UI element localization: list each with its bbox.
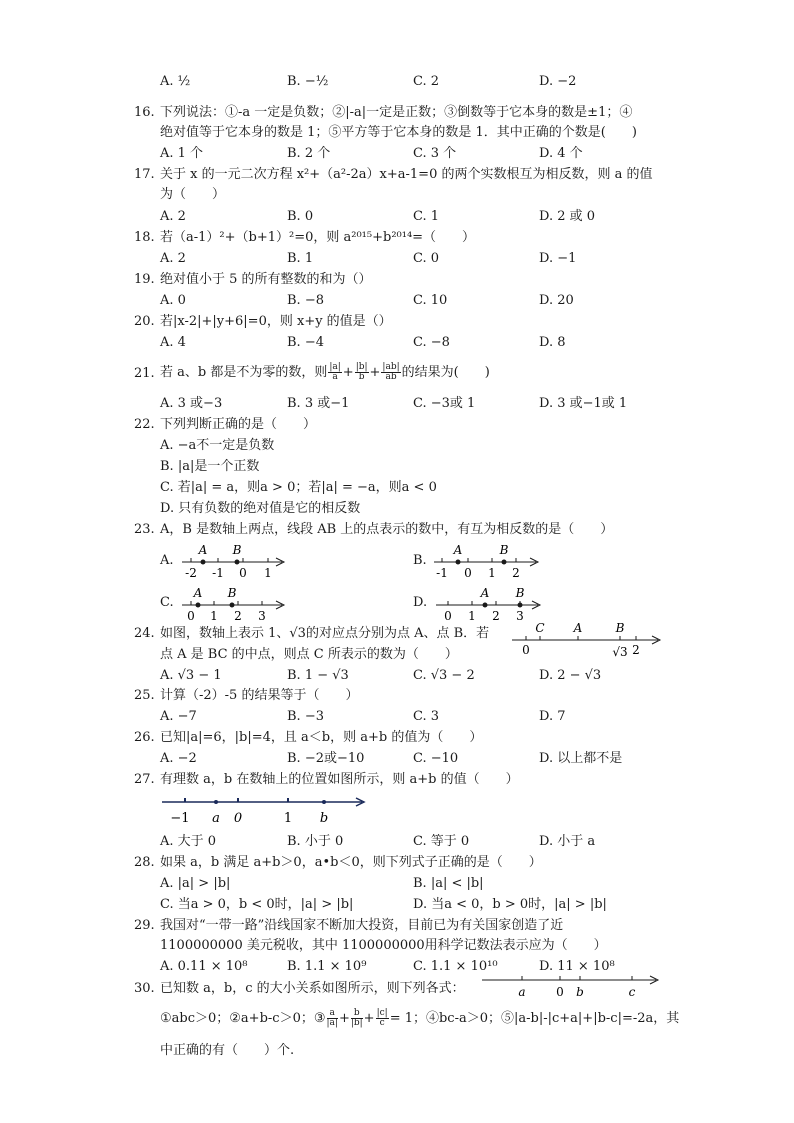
label-b: B — [615, 621, 625, 635]
q17-number: 17. — [134, 167, 155, 182]
q25-option-a: A. −7 — [160, 709, 197, 724]
q30-stem-end: 中正确的有（ ）个. — [160, 1043, 295, 1058]
q22-option-c: C. 若|a| = a，则a > 0；若|a| = −a，则a < 0 — [160, 480, 437, 495]
q22-option-b: B. |a|是一个正数 — [160, 459, 260, 474]
q27-number: 27. — [134, 772, 155, 787]
q19-option-a: A. 0 — [160, 293, 186, 308]
q15-option-b: B. −½ — [287, 74, 329, 89]
q24-option-a: A. √3 − 1 — [160, 668, 222, 683]
tick-label: 1 — [488, 566, 496, 580]
q24-number-line — [508, 618, 666, 660]
q21-frac-3: $\frac{|ab|}{ab}$ — [382, 362, 400, 382]
label-a: a — [212, 811, 220, 826]
q16-option-b: B. 2 个 — [287, 146, 331, 161]
q30-number: 30. — [134, 981, 155, 996]
q27-option-d: D. 小于 a — [539, 834, 596, 849]
q23-a-number-line — [178, 540, 290, 580]
point-a — [196, 603, 201, 608]
q18-option-d: D. −1 — [539, 251, 577, 266]
q25-option-c: C. 3 — [413, 709, 440, 724]
q18-option-b: B. 1 — [287, 251, 314, 266]
tick-label: -1 — [436, 566, 448, 580]
q29-stem-line1: 我国对“一带一路”沿线国家不断加大投资，目前已为有关国家创造了近 — [160, 918, 564, 933]
ticks — [191, 601, 262, 605]
q17-option-a: A. 2 — [160, 209, 186, 224]
label-a: A — [453, 543, 463, 557]
label-b: B — [499, 543, 509, 557]
q19-option-c: C. 10 — [413, 293, 448, 308]
point-b — [322, 800, 326, 804]
q20-option-a: A. 4 — [160, 335, 186, 350]
q15-option-a: A. ½ — [160, 74, 191, 89]
q23-stem: A，B 是数轴上两点，线段 AB 上的点表示的数中，有互为相反数的是（ ） — [160, 522, 614, 537]
point-b — [235, 560, 240, 565]
q18-number: 18. — [134, 230, 155, 245]
q21-stem-pre: 若 a、b 都是不为零的数，则 — [160, 365, 328, 380]
tick-label: 1 — [210, 609, 218, 623]
tick-label-0: 0 — [233, 811, 243, 826]
q24-number: 24. — [134, 626, 155, 641]
q26-stem: 已知|a|=6，|b|=4，且 a＜b，则 a+b 的值为（ ） — [160, 730, 483, 745]
q27-option-a: A. 大于 0 — [160, 834, 217, 849]
tick-label: -2 — [185, 566, 197, 580]
tick-label: 2 — [492, 609, 500, 623]
q30-number-line — [480, 972, 664, 1002]
tick-label-sqrt3: √3 — [612, 645, 628, 659]
q18-option-a: A. 2 — [160, 251, 186, 266]
q22-stem: 下列判断正确的是（ ） — [160, 417, 317, 432]
q16-option-d: D. 4 个 — [539, 146, 583, 161]
q21-stem-post: 的结果为( ) — [401, 365, 490, 380]
tick-label: 3 — [258, 609, 266, 623]
q27-option-b: B. 小于 0 — [287, 834, 344, 849]
q25-option-d: D. 7 — [539, 709, 566, 724]
q28-option-c: C. 当a > 0，b < 0时，|a| > |b| — [160, 897, 354, 912]
q27-number-line — [160, 792, 372, 828]
tick-label-neg1: −1 — [170, 811, 190, 826]
tick-label: 0 — [187, 609, 195, 623]
label-c: c — [628, 985, 636, 999]
q26-option-b: B. −2或−10 — [287, 751, 365, 766]
q28-stem: 如果 a，b 满足 a+b＞0，a•b＜0，则下列式子正确的是（ ） — [160, 855, 542, 870]
q28-option-d: D. 当a < 0，b > 0时，|a| > |b| — [413, 897, 607, 912]
tick-label: 1 — [468, 609, 476, 623]
q28-number: 28. — [134, 855, 155, 870]
tick-label-1: 1 — [283, 811, 293, 826]
q29-option-d: D. 11 × 10⁸ — [539, 959, 615, 974]
label-b: b — [319, 811, 329, 826]
q21-option-c: C. −3或 1 — [413, 396, 476, 411]
q29-option-a: A. 0.11 × 10⁸ — [160, 959, 248, 974]
label-b: B — [232, 543, 242, 557]
q16-option-a: A. 1 个 — [160, 146, 204, 161]
q23-number: 23. — [134, 522, 155, 537]
q17-option-b: B. 0 — [287, 209, 314, 224]
q29-number: 29. — [134, 918, 155, 933]
q26-option-a: A. −2 — [160, 751, 197, 766]
q16-option-c: C. 3 个 — [413, 146, 457, 161]
q29-option-c: C. 1.1 × 10¹⁰ — [413, 959, 498, 974]
label-a: a — [518, 985, 526, 999]
q27-option-c: C. 等于 0 — [413, 834, 470, 849]
tick-label-2: 2 — [632, 643, 640, 657]
label-b: B — [227, 586, 237, 600]
q19-option-b: B. −8 — [287, 293, 324, 308]
q19-option-d: D. 20 — [539, 293, 574, 308]
q21-option-d: D. 3 或−1或 1 — [539, 396, 628, 411]
q25-number: 25. — [134, 688, 155, 703]
q24-option-c: C. √3 − 2 — [413, 668, 475, 683]
q16-number: 16. — [134, 105, 155, 120]
point-a — [483, 603, 488, 608]
point-b — [518, 603, 523, 608]
point-a — [214, 800, 218, 804]
label-a: A — [198, 543, 208, 557]
q15-option-c: C. 2 — [413, 74, 440, 89]
q17-option-c: C. 1 — [413, 209, 440, 224]
q28-option-a: A. |a| > |b| — [160, 876, 231, 891]
ticks — [522, 976, 632, 980]
q20-option-b: B. −4 — [287, 335, 324, 350]
label-b: b — [576, 985, 584, 999]
q25-option-b: B. −3 — [287, 709, 324, 724]
q29-option-b: B. 1.1 × 10⁹ — [287, 959, 367, 974]
q23-option-d: D. — [413, 595, 428, 610]
label-b: B — [515, 586, 525, 600]
point-b — [230, 603, 235, 608]
tick-label: 0 — [239, 566, 247, 580]
q21-option-b: B. 3 或−1 — [287, 396, 350, 411]
q24-stem-line2: 点 A 是 BC 的中点，则点 C 所表示的数为（ ） — [160, 647, 458, 662]
q23-c-number-line — [178, 583, 290, 623]
tick-label: 3 — [516, 609, 524, 623]
q23-option-a: A. — [160, 553, 174, 568]
tick-label-0: 0 — [522, 643, 530, 657]
label-a: A — [573, 621, 583, 635]
q22-number: 22. — [134, 417, 155, 432]
label-a: A — [480, 586, 490, 600]
q30-frac-1: $\frac{a}{|a|}$ — [326, 1008, 338, 1028]
q23-d-number-line — [432, 583, 546, 623]
point-a — [456, 560, 461, 565]
q26-number: 26. — [134, 730, 155, 745]
q21-frac-1: $\frac{|a|}{a}$ — [329, 362, 341, 382]
q20-number: 20. — [134, 314, 155, 329]
q17-stem-line1: 关于 x 的一元二次方程 x²+（a²-2a）x+a-1=0 的两个实数根互为相反数，则 a 的值 — [160, 167, 653, 182]
q18-stem: 若（a-1）²+（b+1）²=0，则 a²⁰¹⁵+b²⁰¹⁴=（ ） — [160, 230, 476, 245]
q20-stem: 若|x-2|+|y+6|=0，则 x+y 的值是（） — [160, 314, 392, 329]
q30-frac-3: $\frac{|c|}{c}$ — [376, 1008, 388, 1028]
q19-stem: 绝对值小于 5 的所有整数的和为（） — [160, 272, 372, 287]
q25-stem: 计算（-2）-5 的结果等于（ ） — [160, 688, 359, 703]
q30-statements: ①abc＞0；②a+b-c＞0；③ $\frac{a}{|a|}$ + $\frac{b}{|b|}$ + $\frac{|c|}{c}$ = 1；④bc-a＞0；⑤|a-b|-|c+a|+|b-c|=-2a，其 — [160, 1008, 680, 1028]
tick-label: 1 — [264, 566, 272, 580]
q18-option-c: C. 0 — [413, 251, 440, 266]
label-c: C — [535, 621, 545, 635]
q20-option-c: C. −8 — [413, 335, 450, 350]
q17-stem-line2: 为（ ） — [160, 187, 226, 202]
q26-option-c: C. −10 — [413, 751, 459, 766]
q22-option-a: A. −a不一定是负数 — [160, 438, 275, 453]
q29-stem-line2: 1100000000 美元税收，其中 1100000000用科学记数法表示应为（ ） — [160, 938, 607, 953]
q30-statements-post: = 1；④bc-a＞0；⑤|a-b|-|c+a|+|b-c|=-2a，其 — [389, 1011, 680, 1026]
q24-stem-line1: 如图，数轴上表示 1、√3的对应点分别为点 A、点 B．若 — [160, 626, 490, 641]
q30-frac-2: $\frac{b}{|b|}$ — [350, 1008, 363, 1028]
q15-option-d: D. −2 — [539, 74, 577, 89]
point-b — [502, 560, 507, 565]
q27-stem: 有理数 a，b 在数轴上的位置如图所示，则 a+b 的值（ ） — [160, 772, 519, 787]
q24-option-d: D. 2 − √3 — [539, 668, 602, 683]
q23-b-number-line — [432, 540, 544, 580]
tick-label: 0 — [464, 566, 472, 580]
q22-option-d: D. 只有负数的绝对值是它的相反数 — [160, 501, 361, 516]
q30-stem: 已知数 a，b，c 的大小关系如图所示，则下列各式： — [160, 981, 465, 996]
q24-option-b: B. 1 − √3 — [287, 668, 349, 683]
q21-frac-2: $\frac{|b|}{b}$ — [355, 362, 368, 382]
tick-label-0: 0 — [556, 985, 564, 999]
q17-option-d: D. 2 或 0 — [539, 209, 596, 224]
tick-label: 0 — [444, 609, 452, 623]
point-a — [201, 560, 206, 565]
q30-statements-pre: ①abc＞0；②a+b-c＞0；③ — [160, 1011, 326, 1026]
q23-option-b: B. — [413, 553, 427, 568]
tick-label: -1 — [212, 566, 224, 580]
q16-stem-line2: 绝对值等于它本身的数是 1；⑤平方等于它本身的数是 1．其中正确的个数是( ) — [160, 125, 637, 140]
q28-option-b: B. |a| < |b| — [413, 876, 484, 891]
q26-option-d: D. 以上都不是 — [539, 751, 623, 766]
q20-option-d: D. 8 — [539, 335, 566, 350]
q23-option-c: C. — [160, 595, 174, 610]
q16-stem-line1: 下列说法：①-a 一定是负数；②|-a|一定是正数；③倒数等于它本身的数是±1；④ — [160, 105, 633, 120]
tick-label: 2 — [234, 609, 242, 623]
q21-option-a: A. 3 或−3 — [160, 396, 223, 411]
q21-number: 21. — [134, 366, 155, 381]
q21-stem: 若 a、b 都是不为零的数，则 $\frac{|a|}{a}$ + $\frac{|b|}{b}$ + $\frac{|ab|}{ab}$ 的结果为( ) — [160, 362, 490, 382]
tick-label: 2 — [512, 566, 520, 580]
q19-number: 19. — [134, 272, 155, 287]
ticks — [526, 636, 636, 640]
label-a: A — [193, 586, 203, 600]
